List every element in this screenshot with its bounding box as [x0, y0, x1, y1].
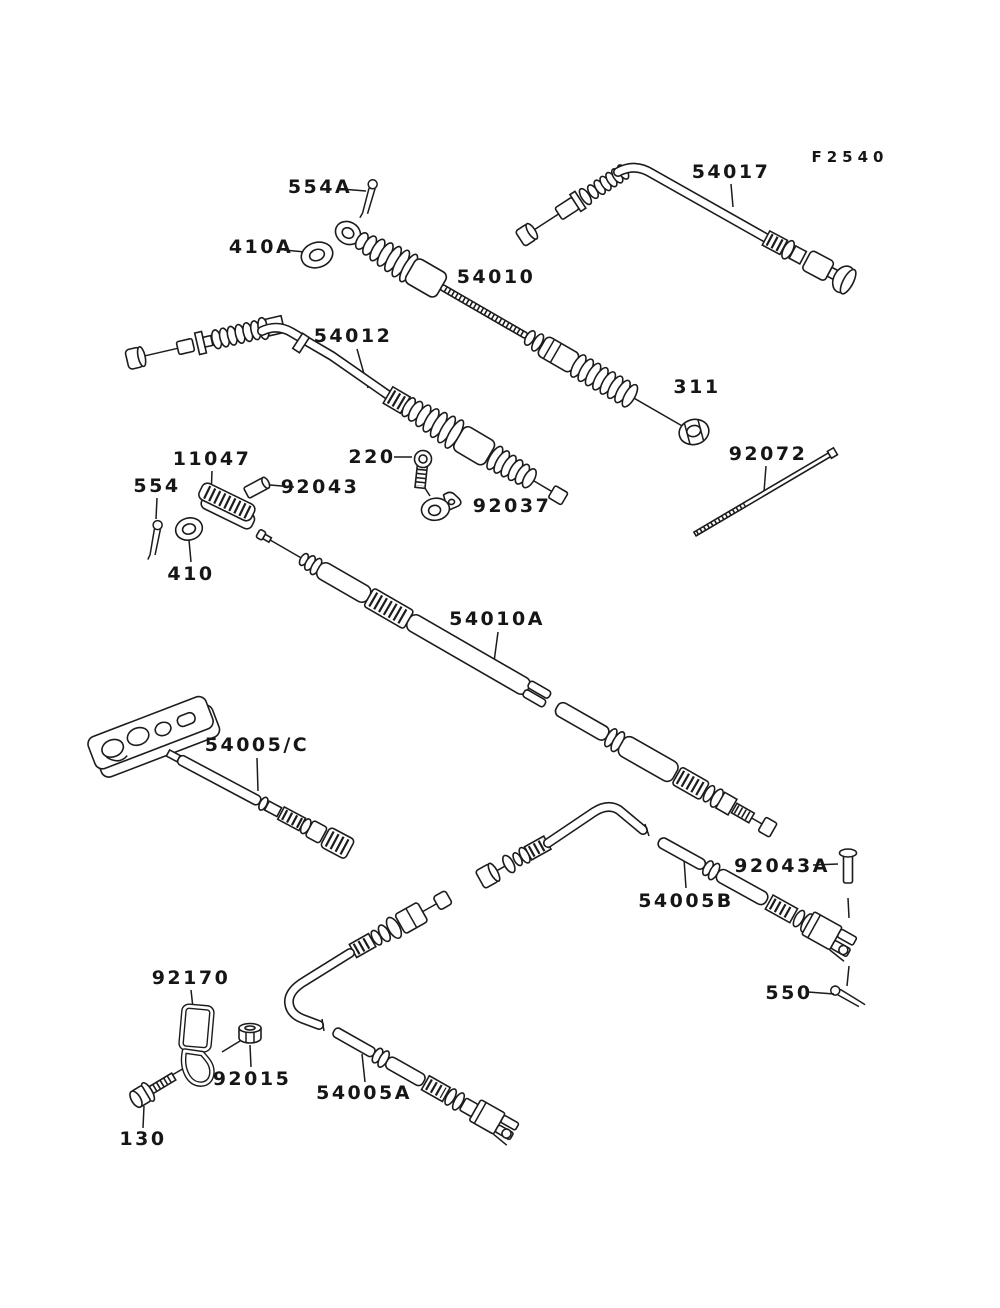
cable-54010a-art: [253, 524, 779, 840]
holder-54005c-art: [86, 693, 355, 859]
part-label-54012: 54012: [313, 325, 393, 347]
part-label-54010a: 54010A: [449, 608, 545, 630]
pin-92043a-art: [840, 849, 857, 883]
pin-92043-art: [243, 476, 271, 498]
band-92170-art: [178, 1006, 218, 1085]
part-label-550: 550: [765, 982, 813, 1004]
clamp-92037-art: [420, 491, 463, 522]
part-label-54005c: 54005/C: [204, 734, 310, 756]
figure-code: F2540: [811, 148, 889, 166]
cotter-pin-554a-art: [360, 179, 378, 220]
cotter-pin-554-art: [148, 520, 163, 560]
part-label-92072: 92072: [728, 443, 808, 465]
washer-410-art: [173, 515, 205, 543]
part-label-130: 130: [119, 1128, 167, 1150]
part-label-54005b: 54005B: [638, 890, 734, 912]
part-label-54010: 54010: [456, 266, 536, 288]
part-label-92037: 92037: [472, 495, 552, 517]
screw-220-art: [412, 450, 433, 489]
part-label-311: 311: [673, 376, 721, 398]
cable-54005a-art: [289, 887, 520, 1145]
cable-54005b-art: [475, 807, 858, 961]
nut-92015-art: [239, 1024, 261, 1044]
part-label-220: 220: [348, 446, 396, 468]
part-label-410: 410: [167, 563, 215, 585]
washer-410a-art: [298, 238, 336, 272]
nut-311-art: [676, 416, 711, 448]
cotter-pin-550-art: [829, 985, 868, 1009]
part-label-11047: 11047: [172, 448, 252, 470]
bolt-130-art: [127, 1068, 179, 1111]
part-label-92043: 92043: [280, 476, 360, 498]
part-label-92043a: 92043A: [734, 855, 830, 877]
part-label-410a: 410A: [228, 236, 294, 258]
part-label-54005a: 54005A: [316, 1082, 412, 1104]
part-label-554a: 554A: [287, 176, 353, 198]
part-label-554: 554: [133, 475, 181, 497]
cable-54017-art: [515, 161, 860, 296]
part-label-54017: 54017: [691, 161, 771, 183]
part-label-92015: 92015: [212, 1068, 292, 1090]
part-label-92170: 92170: [151, 967, 231, 989]
